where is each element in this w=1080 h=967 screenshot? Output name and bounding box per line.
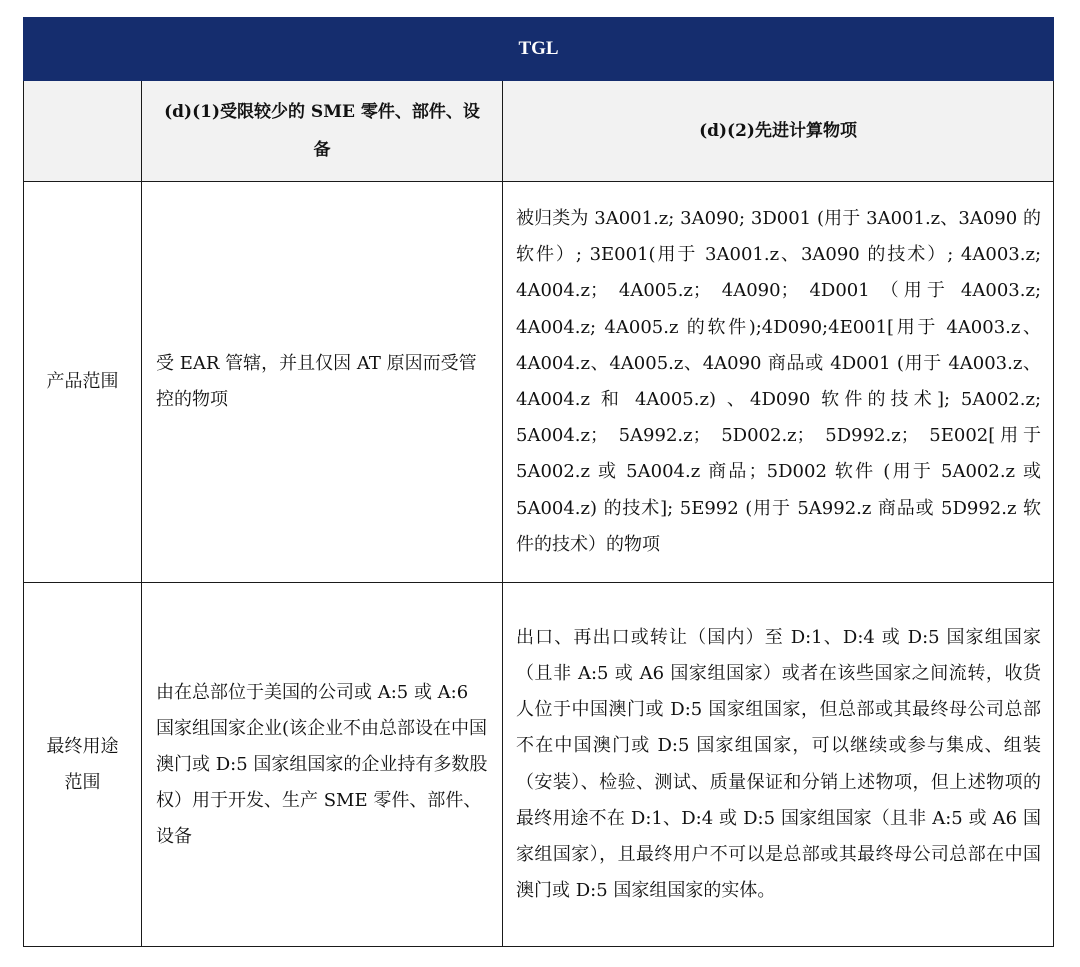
tgl-comparison-table — [23, 17, 1054, 947]
header-advanced-computing-column: (d)(2)先进计算物项 — [503, 81, 1054, 182]
row-label-product-scope: 产品范围 — [24, 182, 142, 583]
header-empty-cell — [24, 81, 142, 182]
product-scope-computing-cell: 被归类为 3A001.z; 3A090; 3D001 (用于 3A001.z、3A090 的软件）; 3E001(用于 3A001.z、3A090 的技术）; 4A003.z; 4A004.z； 4A005.z； 4A090； 4D001 （用于 4A003.z; 4A004.z; 4A005.z 的软件);4D090;4E001[用于 4A003.z、4A004.z、4A005.z、4A090 商品或 4D001 (用于 4A003.z、4A004.z 和 4A005.z) 、4D090 软件的技术]; 5A002.z; 5A004.z； 5A992.z； 5D002.z； 5D992.z； 5E002[用于 5A002.z 或 5A004.z 商品；5D002 软件 (用于 5A002.z 或 5A004.z) 的技术]; 5E992 (用于 5A992.z 商品或 5D992.z 软件的技术）的物项 — [503, 182, 1054, 583]
table-title-row — [24, 18, 1054, 81]
end-use-scope-sme-cell: 由在总部位于美国的公司或 A:5 或 A:6 国家组国家企业(该企业不由总部设在中国澳门或 D:5 国家组国家的企业持有多数股权）用于开发、生产 SME 零件、部件、设备 — [142, 583, 503, 947]
product-scope-sme-cell: 受 EAR 管辖，并且仅因 AT 原因而受管控的物项 — [142, 182, 503, 583]
header-sme-column: (d)(1)受限较少的 SME 零件、部件、设备 — [142, 81, 503, 182]
table-title: TGL — [24, 18, 1054, 81]
table-row — [24, 182, 1054, 583]
row-label-end-use-scope: 最终用途范围 — [24, 583, 142, 947]
table-row — [24, 583, 1054, 947]
end-use-scope-computing-cell: 出口、再出口或转让（国内）至 D:1、D:4 或 D:5 国家组国家（且非 A:5 或 A6 国家组国家）或者在该些国家之间流转，收货人位于中国澳门或 D:5 国家组国家，但总部或其最终母公司总部不在中国澳门或 D:5 国家组国家，可以继续或参与集成、组装（安装）、检验、测试、质量保证和分销上述物项，但上述物项的最终用途不在 D:1、D:4 或 D:5 国家组国家（且非 A:5 或 A6 国家组国家），且最终用户不可以是总部或其最终母公司总部在中国澳门或 D:5 国家组国家的实体。 — [503, 583, 1054, 947]
table-header-row — [24, 81, 1054, 182]
